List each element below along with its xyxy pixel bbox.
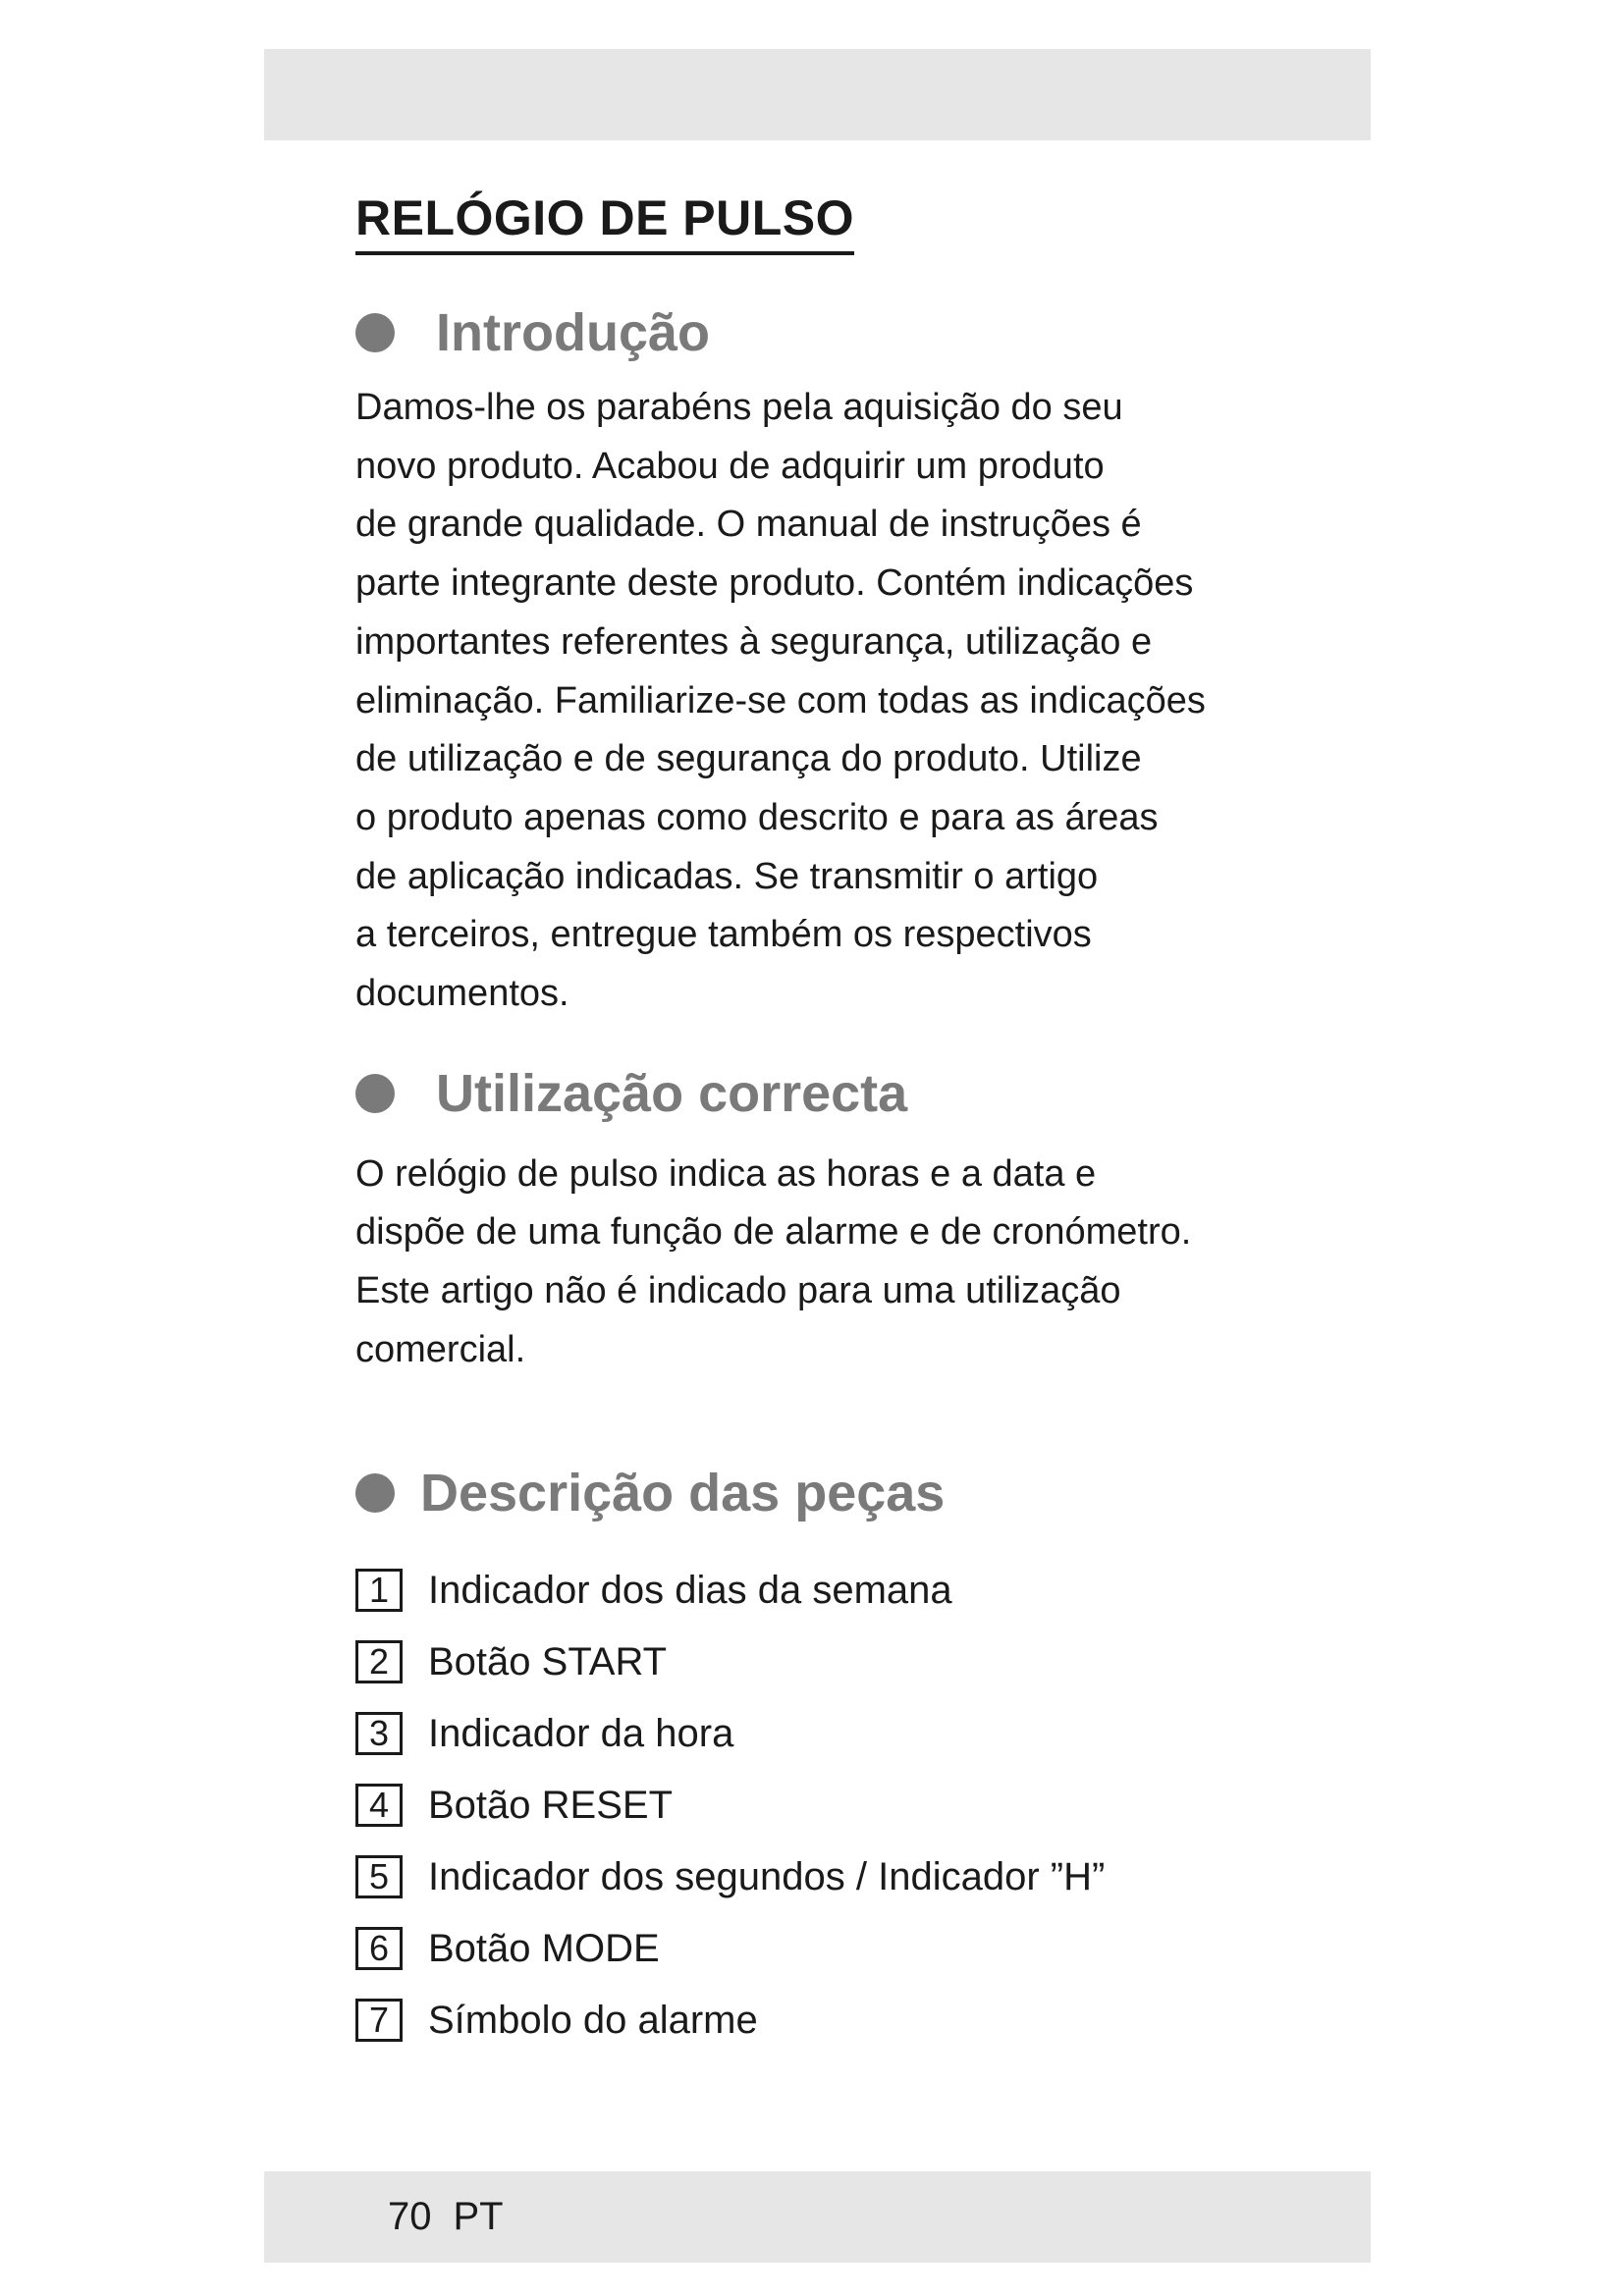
list-item: [355, 1842, 1269, 1913]
page-number: 70: [388, 2195, 432, 2238]
part-number-box: 1: [355, 1569, 403, 1612]
part-label: Botão START: [428, 1640, 668, 1684]
text-line: de utilização e de segurança do produto. Utilize: [355, 738, 1142, 780]
page-footer: [388, 2185, 525, 2248]
text-line: de aplicação indicadas. Se transmitir o artigo: [355, 855, 1099, 897]
list-item: [355, 1770, 1269, 1842]
text-line: eliminação. Familiarize-se com todas as indicações: [355, 679, 1206, 721]
header-band: [264, 49, 1371, 140]
section-heading-text: Utilização correcta: [436, 1063, 908, 1123]
text-line: dispõe de uma função de alarme e de cronómetro.: [355, 1211, 1192, 1254]
text-line: importantes referentes à segurança, utilização e: [355, 620, 1153, 663]
section-heading-text: Descrição das peças: [420, 1463, 946, 1522]
list-item: [355, 1555, 1269, 1627]
list-item: [355, 1985, 1269, 2056]
page-content: [355, 187, 1269, 2056]
part-number-box: 5: [355, 1855, 403, 1898]
part-label: Indicador da hora: [428, 1712, 734, 1756]
bullet-icon: [355, 313, 395, 352]
section-heading-utilizacao: [355, 1059, 1269, 1128]
part-label: Botão RESET: [428, 1784, 674, 1828]
section-heading-text: Introdução: [436, 303, 710, 362]
text-line: comercial.: [355, 1328, 526, 1370]
part-label: Símbolo do alarme: [428, 1999, 758, 2043]
bullet-icon: [355, 1473, 395, 1513]
text-line: de grande qualidade. O manual de instruções é: [355, 504, 1142, 546]
section-heading-descricao: [355, 1459, 1269, 1527]
list-item: [355, 1627, 1269, 1698]
part-label: Botão MODE: [428, 1927, 660, 1971]
text-line: novo produto. Acabou de adquirir um produto: [355, 445, 1105, 487]
part-label: Indicador dos dias da semana: [428, 1569, 952, 1613]
language-code: PT: [453, 2195, 504, 2238]
list-item: [355, 1913, 1269, 1985]
part-number-box: 2: [355, 1640, 403, 1683]
text-line: Este artigo não é indicado para uma utilização: [355, 1270, 1121, 1312]
text-line: a terceiros, entregue também os respectivos: [355, 914, 1092, 956]
text-line: o produto apenas como descrito e para as áreas: [355, 796, 1159, 838]
list-item: [355, 1698, 1269, 1770]
paragraph-utilizacao: [355, 1146, 1269, 1380]
text-line: documentos.: [355, 973, 569, 1015]
paragraph-introducao: [355, 379, 1269, 1024]
text-line: Damos-lhe os parabéns pela aquisição do seu: [355, 387, 1123, 428]
text-line: parte integrante deste produto. Contém indicações: [355, 562, 1194, 605]
section-heading-introducao: [355, 298, 1269, 367]
text-line: O relógio de pulso indica as horas e a data e: [355, 1152, 1097, 1195]
part-label: Indicador dos segundos / Indicador ”H”: [428, 1855, 1106, 1899]
part-number-box: 6: [355, 1927, 403, 1970]
bullet-icon: [355, 1074, 395, 1113]
part-number-box: 7: [355, 1999, 403, 2042]
part-number-box: 4: [355, 1784, 403, 1827]
parts-list: [355, 1555, 1269, 2056]
document-title: RELÓGIO DE PULSO: [355, 187, 854, 255]
part-number-box: 3: [355, 1712, 403, 1755]
